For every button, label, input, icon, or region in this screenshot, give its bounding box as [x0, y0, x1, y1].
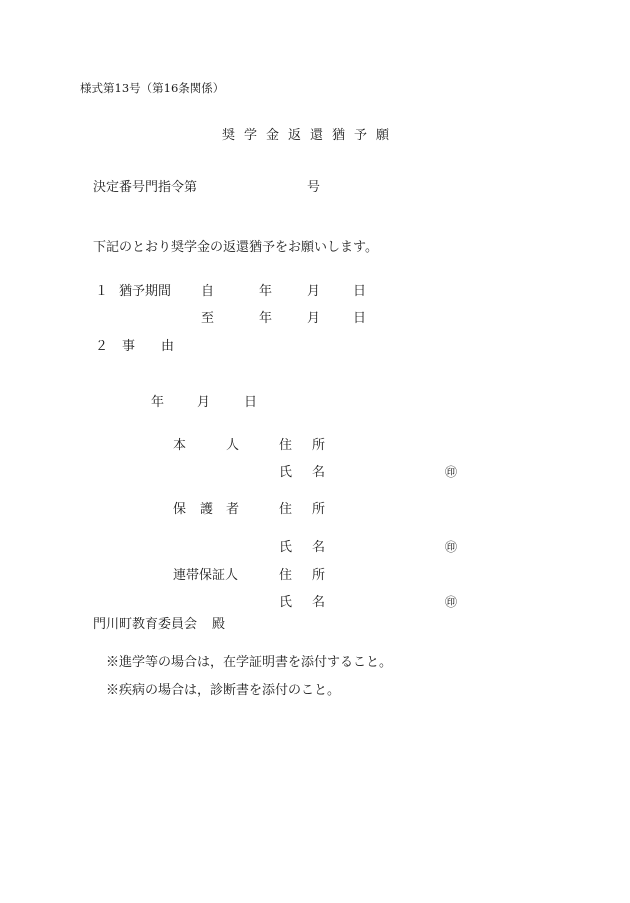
- decision-number-prefix: 門指令第: [145, 180, 198, 195]
- item-2-label-2: 由: [161, 339, 175, 354]
- item-1-number: １: [95, 284, 109, 299]
- self-name-label-1: 氏: [279, 465, 293, 480]
- period-to-day: 日: [353, 311, 367, 326]
- note-illness: ※疾病の場合は，診断書を添付のこと。: [106, 683, 341, 698]
- guardian-role-2: 護: [200, 502, 214, 517]
- item-1-label: 猶予期間: [119, 284, 172, 299]
- date-day: 日: [244, 395, 258, 410]
- note-enrollment: ※進学等の場合は，在学証明書を添付すること。: [106, 655, 393, 670]
- document-title: 奨学金返還猶予願: [222, 128, 399, 143]
- guarantor-seal-mark: ㊞: [445, 595, 458, 609]
- period-from-year: 年: [259, 284, 273, 299]
- period-from-month: 月: [307, 284, 321, 299]
- addressee-honorific: 殿: [212, 617, 226, 632]
- self-name-label-2: 名: [312, 465, 326, 480]
- guardian-seal-mark: ㊞: [445, 540, 458, 554]
- decision-number-suffix: 号: [307, 180, 321, 195]
- guarantor-role: 連帯保証人: [173, 568, 239, 583]
- guardian-address-label-1: 住: [279, 502, 293, 517]
- guardian-role-3: 者: [226, 502, 240, 517]
- period-to: 至: [201, 311, 215, 326]
- guardian-name-label-1: 氏: [279, 540, 293, 555]
- guarantor-name-label-1: 氏: [279, 595, 293, 610]
- guardian-address-label-2: 所: [312, 502, 326, 517]
- guarantor-address-label-1: 住: [279, 568, 293, 583]
- guarantor-name-label-2: 名: [312, 595, 326, 610]
- addressee-name: 門川町教育委員会: [93, 617, 198, 632]
- self-address-label-2: 所: [312, 438, 326, 453]
- guarantor-address-label-2: 所: [312, 568, 326, 583]
- date-month: 月: [197, 395, 211, 410]
- item-2-number: ２: [95, 339, 109, 354]
- period-to-year: 年: [259, 311, 273, 326]
- self-role-1: 本: [173, 438, 187, 453]
- form-label: 様式第13号（第16条関係）: [80, 81, 225, 95]
- self-address-label-1: 住: [279, 438, 293, 453]
- self-seal-mark: ㊞: [445, 465, 458, 479]
- decision-number-label: 決定番号: [93, 180, 146, 195]
- guardian-name-label-2: 名: [312, 540, 326, 555]
- period-from: 自: [201, 284, 215, 299]
- date-year: 年: [151, 395, 165, 410]
- period-to-month: 月: [307, 311, 321, 326]
- self-role-2: 人: [226, 438, 240, 453]
- intro-text: 下記のとおり奨学金の返還猶予をお願いします。: [93, 240, 378, 255]
- period-from-day: 日: [353, 284, 367, 299]
- item-2-label-1: 事: [122, 339, 136, 354]
- guardian-role-1: 保: [173, 502, 187, 517]
